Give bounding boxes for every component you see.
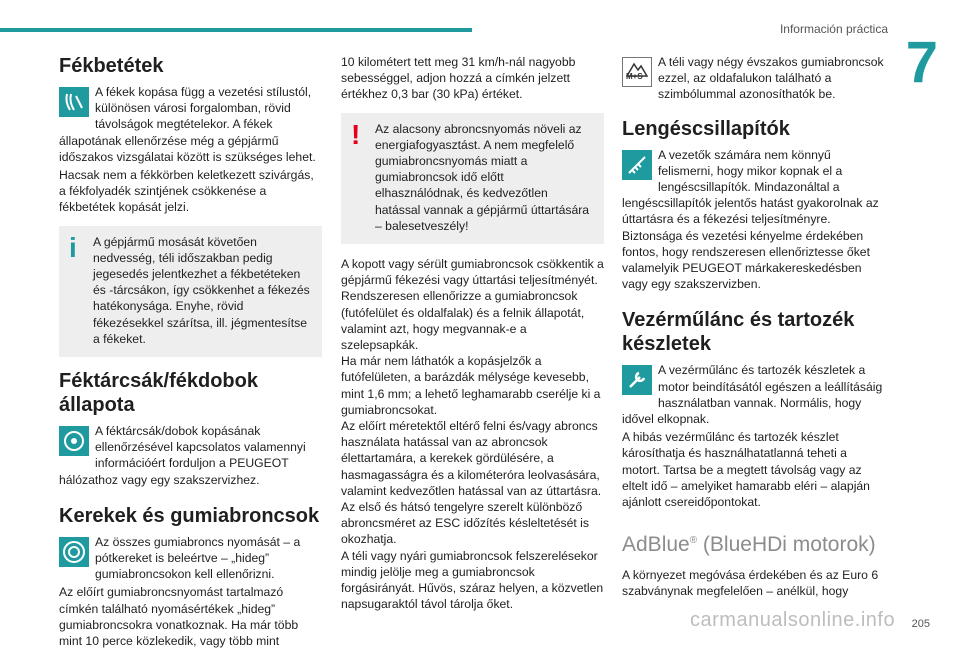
brake-discs-text: A féktárcsák/dobok kopásának ellenőrzésével kapcsolatos valamennyi információért forduljon a PEUGEOT hálózathoz vagy egy szakszervizhez. — [59, 424, 306, 487]
column-3 — [622, 54, 885, 600]
heading-timing-chain: Vezérműlánc és tartozék készletek — [622, 309, 855, 356]
tyre-wear-text: A kopott vagy sérült gumiabroncsok csökkentik a gépjármű fékezési vagy úttartási teljesítményét. Rendszeresen ellenőrizze a gumiabroncsok (futófelület és oldalfalak) és a felnik állapotát, valamint azt, hogy megvannak-e a szelepsapkák. — [341, 257, 604, 353]
info-note — [59, 226, 322, 357]
info-icon: i — [69, 231, 77, 263]
tyre-icon — [59, 537, 89, 567]
warning-note — [341, 113, 604, 244]
brake-pads-text: A fékek kopása függ a vezetési stílustól, különösen városi forgalomban, rövid távolságok megtételekor. A fékek állapotának ellenőrzése még a gépjármű időszakos vizsgálatai között is szükséges lehet. — [59, 85, 316, 164]
heading-wheels-tyres: Kerekek és gumiabroncsok — [59, 504, 320, 527]
page-number: 205 — [911, 618, 930, 630]
ms-label: M+S — [626, 71, 643, 81]
chapter-number: 7 — [905, 30, 938, 95]
wrench-icon — [622, 365, 652, 395]
timing-chain-text: A vezérműlánc és tartozék készletek a motor beindításától egészen a leállításáig használatban vannak. Normális, hogy idővel elkopnak. — [622, 363, 883, 427]
tyres-text: Az összes gumiabroncs nyomását – a pótkereket is beleértve – „hideg” gumiabroncsokon kell ellenőrizni. — [95, 534, 301, 582]
adblue-text: A környezet megóvása érdekében és az Euro 6 szabványnak megfelelően – anélkül, hogy — [622, 568, 879, 599]
section-title: Información práctica — [779, 22, 888, 36]
brake-pad-icon — [59, 87, 89, 117]
timing-chain-text-2: A hibás vezérműlánc és tartozék készlet károsíthatja és használhatatlanná teheti a motort. Tartsa be a megtett távolság vagy az eltelt idő – amelyiket hamarabb eléri – alapján ajánlott csereidőpontokat. — [622, 430, 870, 510]
tyre-storage-text: A téli vagy nyári gumiabroncsok felszerelésekor mindig jelölje meg a gumiabroncsok forgásirányát. Hűvös, száraz helyen, a közvetlen napsugaraktól távol tárolja őket. — [341, 548, 604, 612]
brake-disc-icon — [59, 426, 89, 456]
column-2 — [341, 54, 604, 613]
info-note-text: A gépjármű mosását követően nedvesség, téli időszakban pedig jegesedés jelentkezhet a fékbetéteken és -tárcsákon, így csökkenhet a fékezés hatékonysága. Enyhe, rövid fékezésekkel szárítsa, ill. jégmentesítse a fékeket. — [93, 234, 310, 346]
winter-tyres-text: A téli vagy négy évszakos gumiabroncsok ezzel, az oldafalukon található a szimbólummal azonosíthatók be. — [658, 55, 884, 102]
shock-absorber-icon — [622, 150, 652, 180]
tyre-indicator-text: Ha már nem láthatók a kopásjelzők a futófelületen, a barázdák mélysége kevesebb, mint 1,6 mm; a lehető leghamarabb cserélje ki a gumiabroncsokat. — [341, 354, 601, 417]
heading-brake-discs: Féktárcsák/fékdobok állapota — [59, 370, 258, 417]
mountain-snowflake-icon — [622, 57, 652, 87]
column-1 — [59, 54, 322, 649]
tyre-size-text: Az előírt méretektől eltérő felni és/vagy abroncs használata hatással van az abroncsok élettartamára, a kerekek gördülésére, a hasmagasságra és a kilométeróra leolvasására, valamint kedvezőtlen hatással van az úttartásra. — [341, 419, 602, 498]
warning-icon: ! — [351, 118, 361, 150]
shock-absorbers-text: A vezetők számára nem könnyű felismerni, hogy mikor kopnak el a lengéscsillapítók. Mindazonáltal a lengéscsillapítók jelentős hatást gyakorolnak az úttartásra és a fékezési teljesítményre. Biztonsága és vezetési kényelme érdekében fontos, hogy rendszeresen ellenőriztesse őket valamelyik PEUGEOT márkakereskedésben vagy egy szakszervizben. — [622, 147, 879, 292]
header-accent-bar — [0, 28, 472, 32]
tyre-pressure-text: 10 kilométert tett meg 31 km/h-nál nagyobb sebességgel, adjon hozzá a címkén jelzett értékhez 0,3 bar (30 kPa) értéket. — [341, 55, 576, 102]
watermark: carmanualsonline.info — [690, 609, 896, 631]
brake-pads-text-2: Hacsak nem a fékkörben keletkezett szivárgás, a fékfolyadék szintjének csökkenése a fékbetétek kopását jelzi. — [59, 168, 314, 215]
heading-adblue: AdBlue® (BlueHDi motorok) — [622, 533, 876, 557]
esc-text: Az első és hátsó tengelyre szerelt különböző abroncsméret az ESC időzítés késleltetését is okozhatja. — [341, 500, 589, 547]
warning-note-text: Az alacsony abroncsnyomás növeli az energiafogyasztást. A nem megfelelő gumiabroncsnyomás miatt a gumiabroncsok idő előtt elhasználódnak, és kedvezőtlen hatással vannak a gépjármű úttartására – balesetveszély! — [375, 121, 590, 233]
heading-shock-absorbers: Lengéscsillapítók — [622, 117, 790, 140]
tyres-text-2: Az előírt gumiabroncsnyomást tartalmazó címkén található nyomásértékek „hideg” gumiabroncsokra vonatkoznak. Ha már több mint 10 perce közlekedik, vagy több mint — [59, 585, 299, 649]
heading-brake-pads: Fékbetétek — [59, 55, 164, 77]
